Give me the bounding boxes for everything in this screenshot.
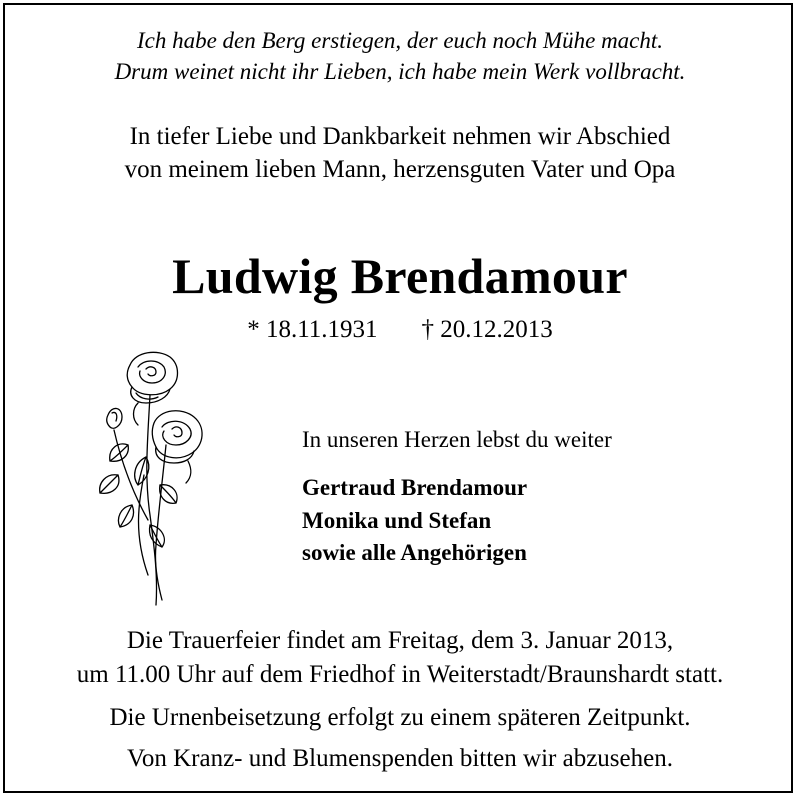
birth-date: * 18.11.1931 (247, 316, 378, 343)
intro-line-2: von meinem lieben Mann, herzensguten Vater und Opa (124, 156, 676, 183)
rose-illustration (88, 345, 208, 607)
service-line-3: Die Urnenbeisetzung erfolgt zu einem späteren Zeitpunkt. (109, 704, 691, 731)
mourner-2: Monika und Stefan (302, 508, 492, 533)
service-line-1: Die Trauerfeier findet am Freitag, dem 3. Januar 2013, (126, 627, 674, 654)
mourner-3: sowie alle Angehörigen (302, 540, 527, 565)
death-date: † 20.12.2013 (421, 316, 553, 343)
mourner-1: Gertraud Brendamour (302, 475, 528, 500)
life-dates (0, 316, 800, 344)
service-line-2: um 11.00 Uhr auf dem Friedhof in Weiterstadt/Braunshardt statt. (76, 661, 724, 688)
deceased-name: Ludwig Brendamour (172, 248, 628, 304)
intro-line-1: In tiefer Liebe und Dankbarkeit nehmen wir Abschied (129, 123, 671, 150)
motto-line-1: Ich habe den Berg erstiegen, der euch noch Mühe macht. (136, 28, 664, 53)
motto-line-2: Drum weinet nicht ihr Lieben, ich habe mein Werk vollbracht. (114, 59, 686, 84)
service-line-4: Von Kranz- und Blumenspenden bitten wir abzusehen. (127, 745, 673, 772)
tagline: In unseren Herzen lebst du weiter (302, 427, 612, 452)
